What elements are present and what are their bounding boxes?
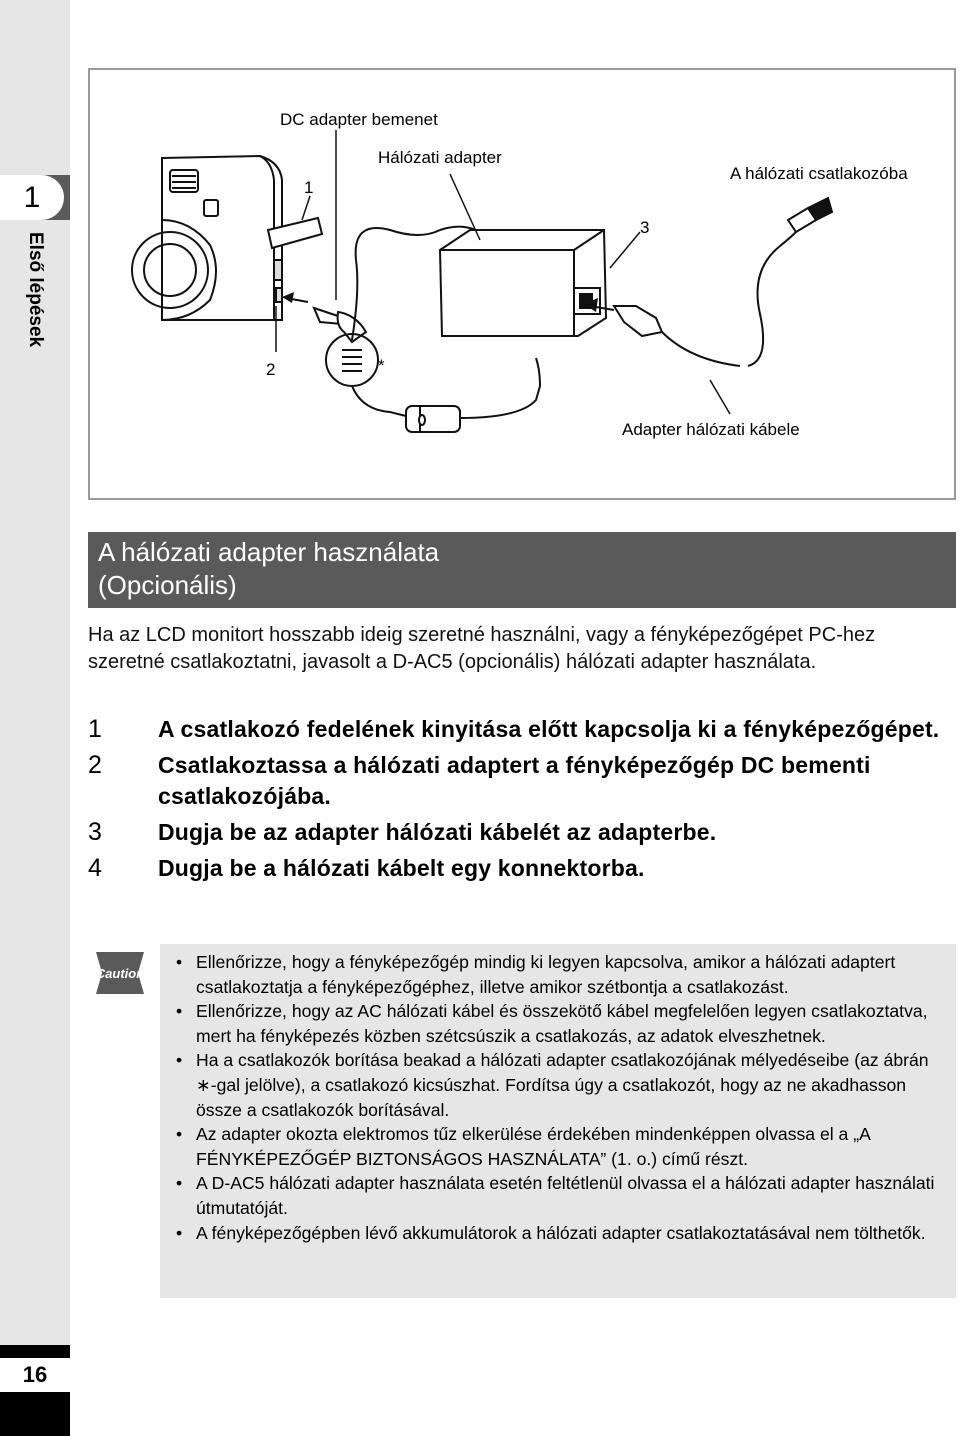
step-number: 2 (88, 751, 103, 779)
caution-badge-text: Caution (95, 966, 145, 981)
ac-cable-plug (614, 306, 662, 336)
step-number: 4 (88, 854, 103, 882)
intro-paragraph: Ha az LCD monitort hosszabb ideig szeretné használni, vagy a fényképezőgépet PC-hez szeretné csatlakoztatni, javasolt a D-AC5 (opcionális) hálózati adapter használata. (88, 624, 876, 673)
connection-diagram (90, 70, 954, 498)
caution-item: • Az adapter okozta elektromos tűz elkerülése érdekében mindenképpen olvassa el a „A FÉNYKÉPEZŐGÉP BIZTONSÁGOS HASZNÁLATA” (1. o.) című részt. (176, 1122, 940, 1171)
step-item (88, 853, 948, 884)
connection-figure (88, 68, 956, 500)
callout-3: 3 (640, 218, 650, 237)
steps-list (88, 714, 948, 889)
label-ac-cable: Adapter hálózati kábele (622, 420, 800, 439)
step-text: Csatlakoztassa a hálózati adaptert a fényképezőgép DC bementi csatlakozójába. (158, 752, 871, 809)
section-title-line1: A hálózati adapter használata (98, 537, 440, 567)
chapter-title: Első lépések (25, 232, 46, 348)
caution-item: • A D-AC5 hálózati adapter használata esetén feltétlenül olvassa el a hálózati adapter használati útmutatóját. (176, 1171, 940, 1220)
ferrite-core (406, 406, 460, 432)
caution-item: • Ellenőrizze, hogy a fényképezőgép mindig ki legyen kapcsolva, amikor a hálózati adaptert csatlakoztatja a fényképezőgéphez, illetve amikor szétbontja a csatlakozást. (176, 950, 940, 999)
section-title-line2: (Opcionális) (98, 570, 237, 600)
step-number: 3 (88, 818, 103, 846)
step-item (88, 714, 948, 745)
dc-cable-upper (352, 228, 440, 340)
label-ac-adapter: Hálózati adapter (378, 148, 502, 167)
label-to-outlet: A hálózati csatlakozóba (730, 164, 908, 183)
step-text: Dugja be az adapter hálózati kábelét az adapterbe. (158, 819, 717, 845)
step-item (88, 750, 948, 812)
ac-cable (662, 232, 796, 366)
caution-item: • Ha a csatlakozók borítása beakad a hálózati adapter csatlakozójának mélyedéseibe (az ábrán ∗-gal jelölve), a csatlakozó kicsúszhat. Fordítsa úgy a csatlakozót, hogy az ne akadhasson össze a csatlakozók borításával. (176, 1048, 940, 1122)
caution-box (160, 944, 956, 1298)
section-heading (88, 532, 956, 608)
step-number: 1 (88, 715, 103, 743)
step-text: Dugja be a hálózati kábelt egy konnektorba. (158, 855, 645, 881)
callout-1: 1 (304, 178, 314, 197)
chapter-number: 1 (0, 175, 64, 220)
caution-item: • A fényképezőgépben lévő akkumulátorok a hálózati adapter csatlakoztatásával nem tölthetők. (176, 1221, 940, 1246)
step-item (88, 817, 948, 848)
outlet-plug (788, 198, 832, 232)
step-text: A csatlakozó fedelének kinyitása előtt kapcsolja ki a fényképezőgépet. (158, 716, 940, 742)
page-number: 16 (0, 1358, 70, 1392)
callout-2: 2 (266, 360, 276, 379)
chapter-tab (0, 175, 70, 220)
caution-list (176, 950, 940, 1245)
plug-ridges (342, 350, 362, 371)
label-dc-input: DC adapter bemenet (280, 110, 438, 129)
ac-adapter-brick (440, 230, 606, 336)
camera-illustration (132, 156, 282, 320)
asterisk-mark: * (378, 356, 385, 375)
caution-icon (90, 948, 150, 998)
caution-item: • Ellenőrizze, hogy az AC hálózati kábel és összekötő kábel megfelelően legyen csatlakoztatva, mert ha fényképezés közben szétcsúszik a csatlakozás, az adatok elveszhetnek. (176, 999, 940, 1048)
